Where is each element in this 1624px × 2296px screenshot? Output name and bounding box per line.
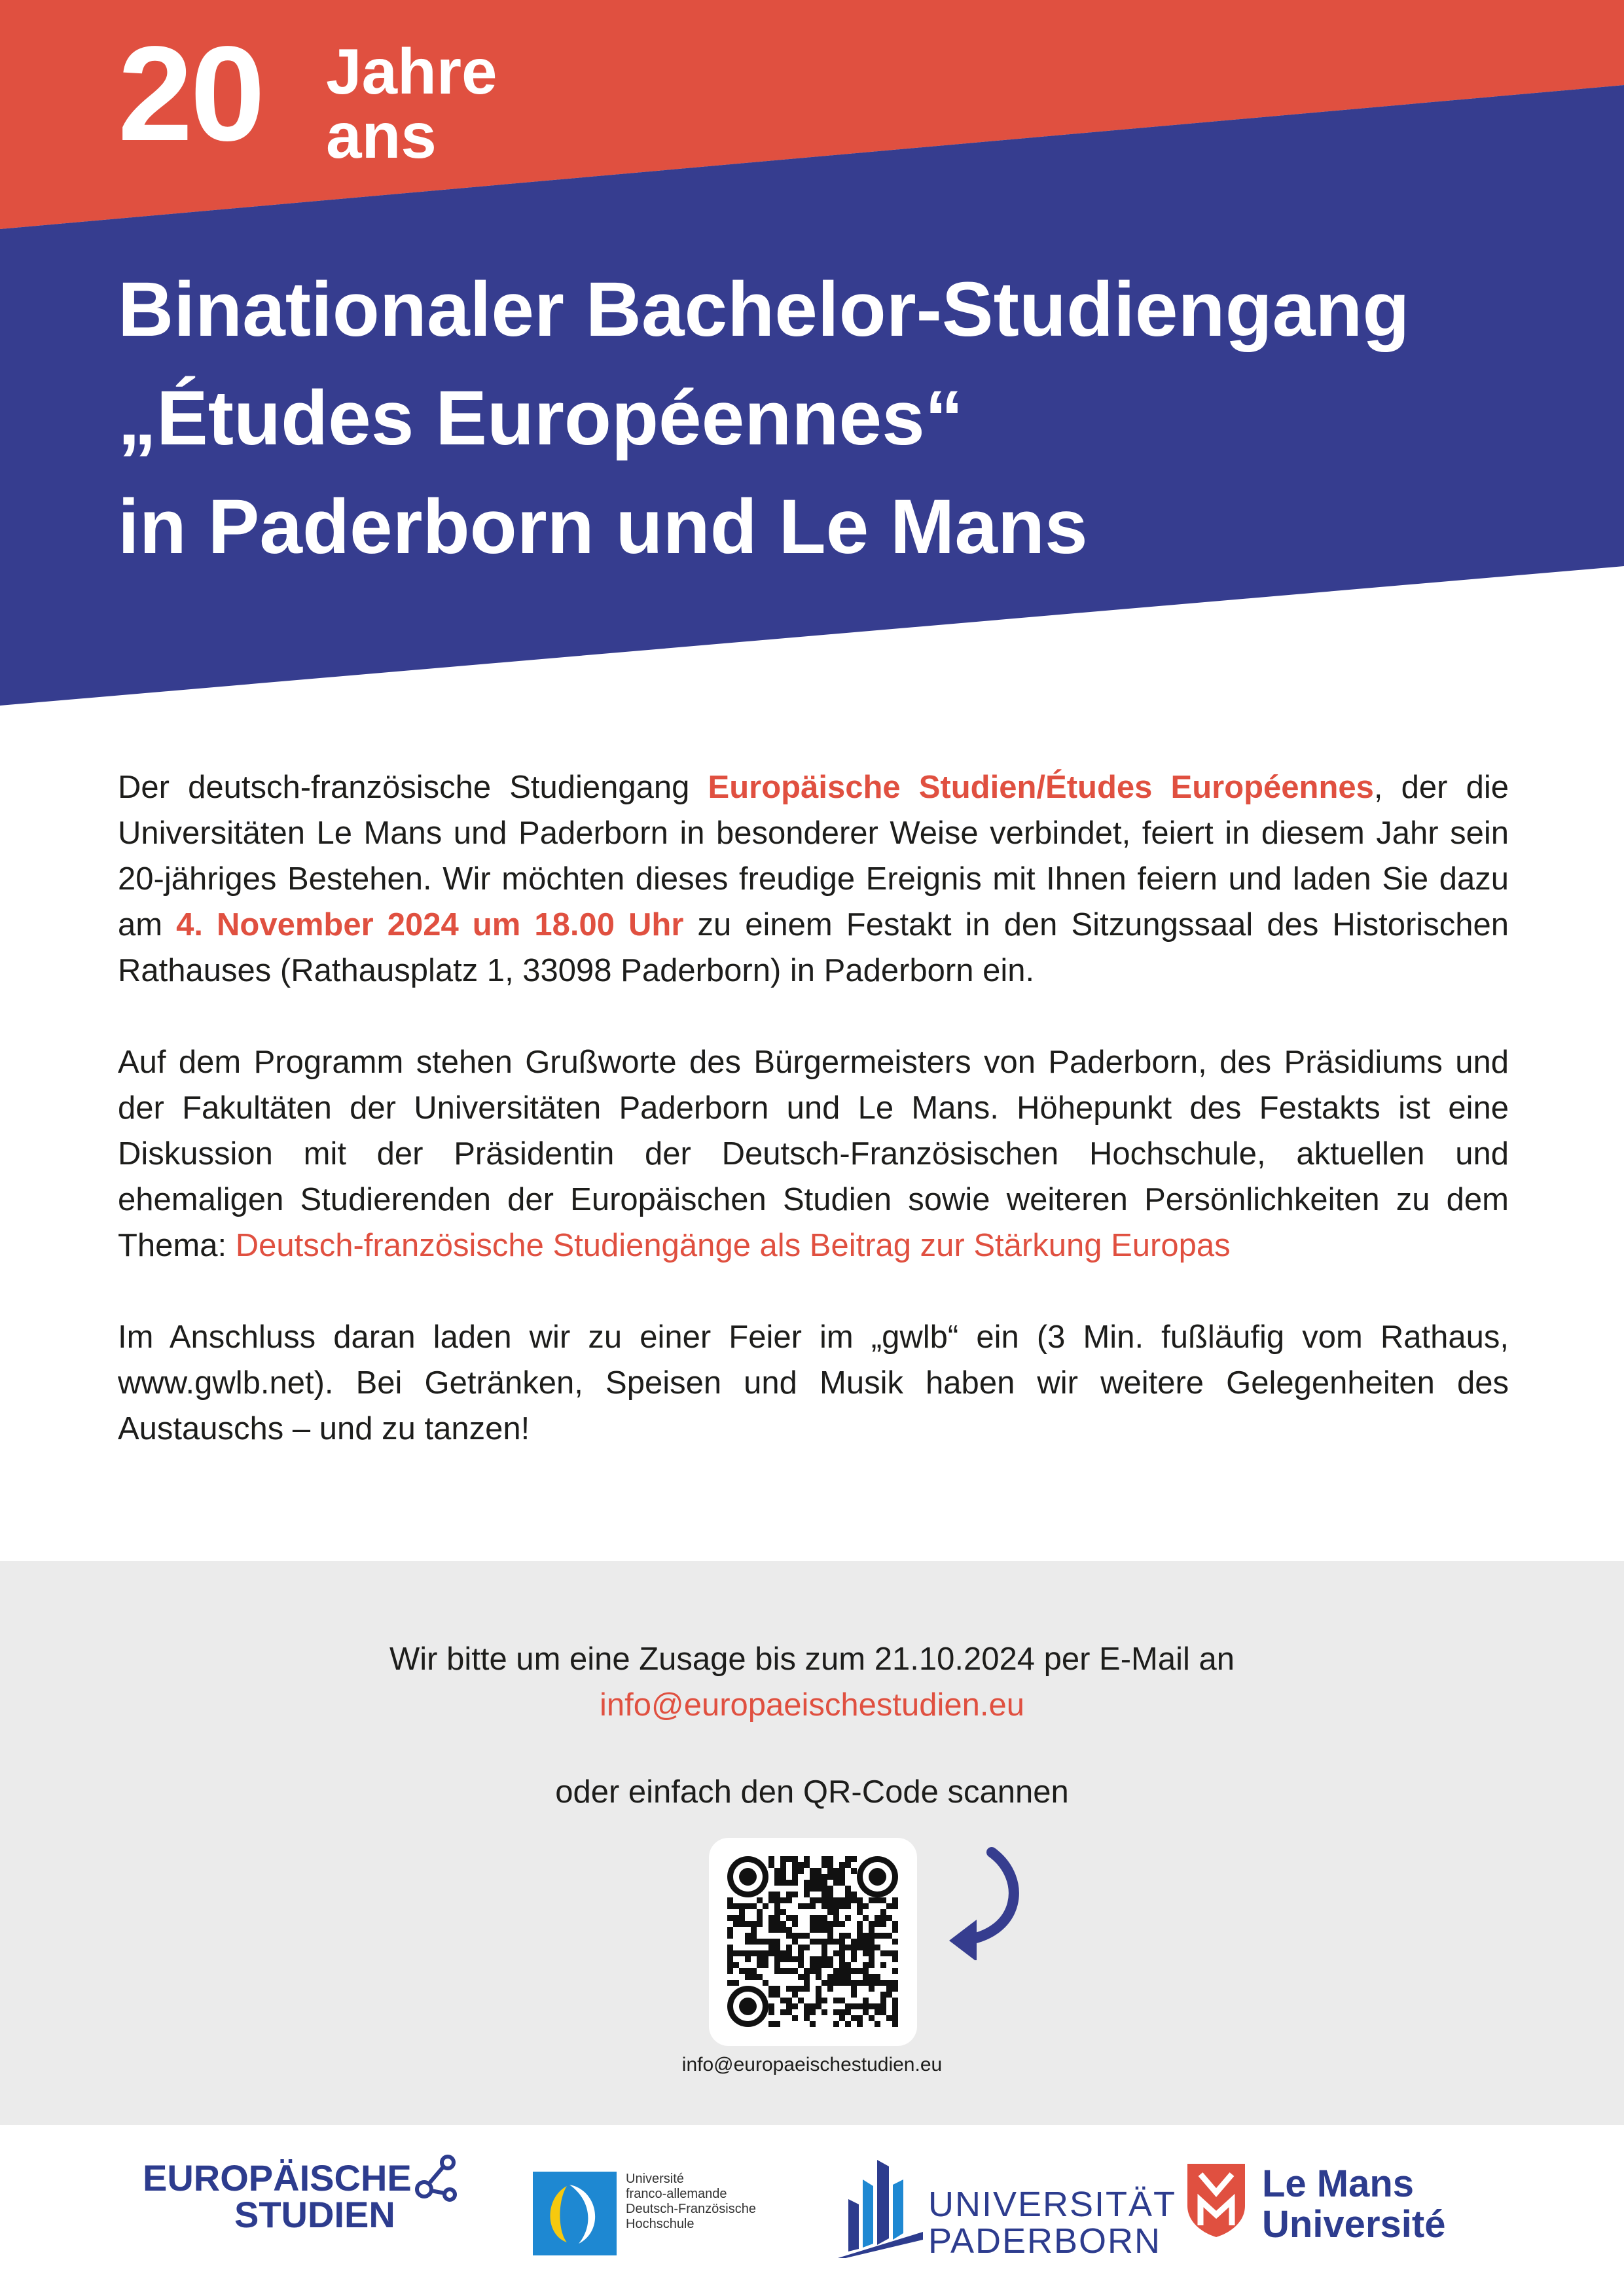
dfh-line2: franco-allemande [626, 2187, 727, 2201]
lm-logo-text [1262, 2164, 1445, 2245]
dfh-line4: Hochschule [626, 2217, 695, 2231]
invitation-body [118, 764, 1509, 1498]
anniversary-word-fr: ans [326, 99, 437, 171]
rsvp-line: Wir bitte um eine Zusage bis zum 21.10.2024 per E-Mail an [389, 1641, 1235, 1677]
hero-banner [0, 0, 1624, 713]
dfh-line3: Deutsch-Französische [626, 2202, 756, 2216]
title-line-2: „Études Européennes“ [118, 375, 964, 461]
rsvp-email-link[interactable]: info@europaeischestudien.eu [599, 1687, 1025, 1723]
rsvp-text [0, 1636, 1624, 1728]
program-name: Europäische Studien/Études Européennes [708, 770, 1374, 805]
intro-text-a: Der deutsch-französische Studiengang [118, 770, 708, 805]
event-date: 4. November 2024 um 18.00 Uhr [176, 907, 684, 942]
qr-caption: info@europaeischestudien.eu [681, 2054, 943, 2075]
uni-paderborn-logo [838, 2160, 1177, 2261]
upb-line2: PADERBORN [928, 2221, 1162, 2261]
upb-emblem-icon [838, 2160, 923, 2258]
title-line-1: Binationaler Bachelor-Studiengang [118, 266, 1410, 353]
qr-code-graphic [709, 1838, 917, 2046]
lm-line1: Le Mans [1262, 2162, 1415, 2205]
page-title [118, 255, 1558, 581]
le-mans-universite-logo [1183, 2160, 1446, 2246]
dfh-logo-text [626, 2172, 796, 2232]
paragraph-program [118, 1039, 1509, 1268]
upb-logo-text [928, 2186, 1176, 2259]
discussion-topic: Deutsch-französische Studiengänge als Beitrag zur Stärkung Europas [235, 1228, 1231, 1263]
program-text: Auf dem Programm stehen Grußworte des Bürgermeisters von Paderborn, des Präsidiums und der Fakultäten der Universitäten Paderborn und Le Mans. Höhepunkt des Festakts ist eine Diskussion mit der Präsidentin der Deutsch-Französischen Hochschule, aktuellen und ehemaligen Studierenden der Europäischen Studien sowie weiteren Persönlichkeiten zu dem Thema: [118, 1045, 1509, 1263]
lm-line2: Université [1262, 2203, 1446, 2246]
le-mans-shield-icon [1183, 2160, 1249, 2238]
dfh-logo [533, 2172, 756, 2259]
title-line-3: in Paderborn und Le Mans [118, 484, 1088, 570]
upb-line1: UNIVERSITÄT [928, 2185, 1177, 2224]
dfh-emblem-icon [533, 2172, 617, 2255]
anniversary-number: 20 [118, 18, 263, 169]
paragraph-party [118, 1314, 1509, 1452]
paragraph-intro [118, 764, 1509, 994]
eu-logo-line1: EUROPÄISCHE [143, 2157, 412, 2198]
europaeische-studien-logo [143, 2157, 412, 2235]
intro-text-b: , der die Universitäten Le Mans und Paderborn in besonderer Weise verbindet, feiert in diesem Jahr sein 20-jähriges Bestehen. Wir möchten dieses freudige Ereignis mit Ihnen feiern und laden Sie dazu am [118, 770, 1509, 942]
dfh-line1: Université [626, 2172, 684, 2186]
qr-code-icon[interactable] [709, 1838, 917, 2046]
intro-text-c: zu einem Festakt in den Sitzungssaal des Historischen Rathauses (Rathausplatz 1, 33098 Paderborn) in Paderborn ein. [118, 907, 1509, 988]
molecule-icon [412, 2153, 458, 2206]
anniversary-word-de: Jahre [326, 35, 497, 107]
eu-logo-line2: STUDIEN [234, 2194, 395, 2235]
party-text: Im Anschluss daran laden wir zu einer Feier im „gwlb“ ein (3 Min. fußläufig vom Rathaus, www.gwlb.net). Bei Getränken, Speisen und Musik haben wir weitere Gelegenheiten des Austauschs – und zu tanzen! [118, 1319, 1509, 1446]
curved-arrow-icon [929, 1842, 1028, 1960]
qr-prompt: oder einfach den QR-Code scannen [555, 1774, 1069, 1810]
